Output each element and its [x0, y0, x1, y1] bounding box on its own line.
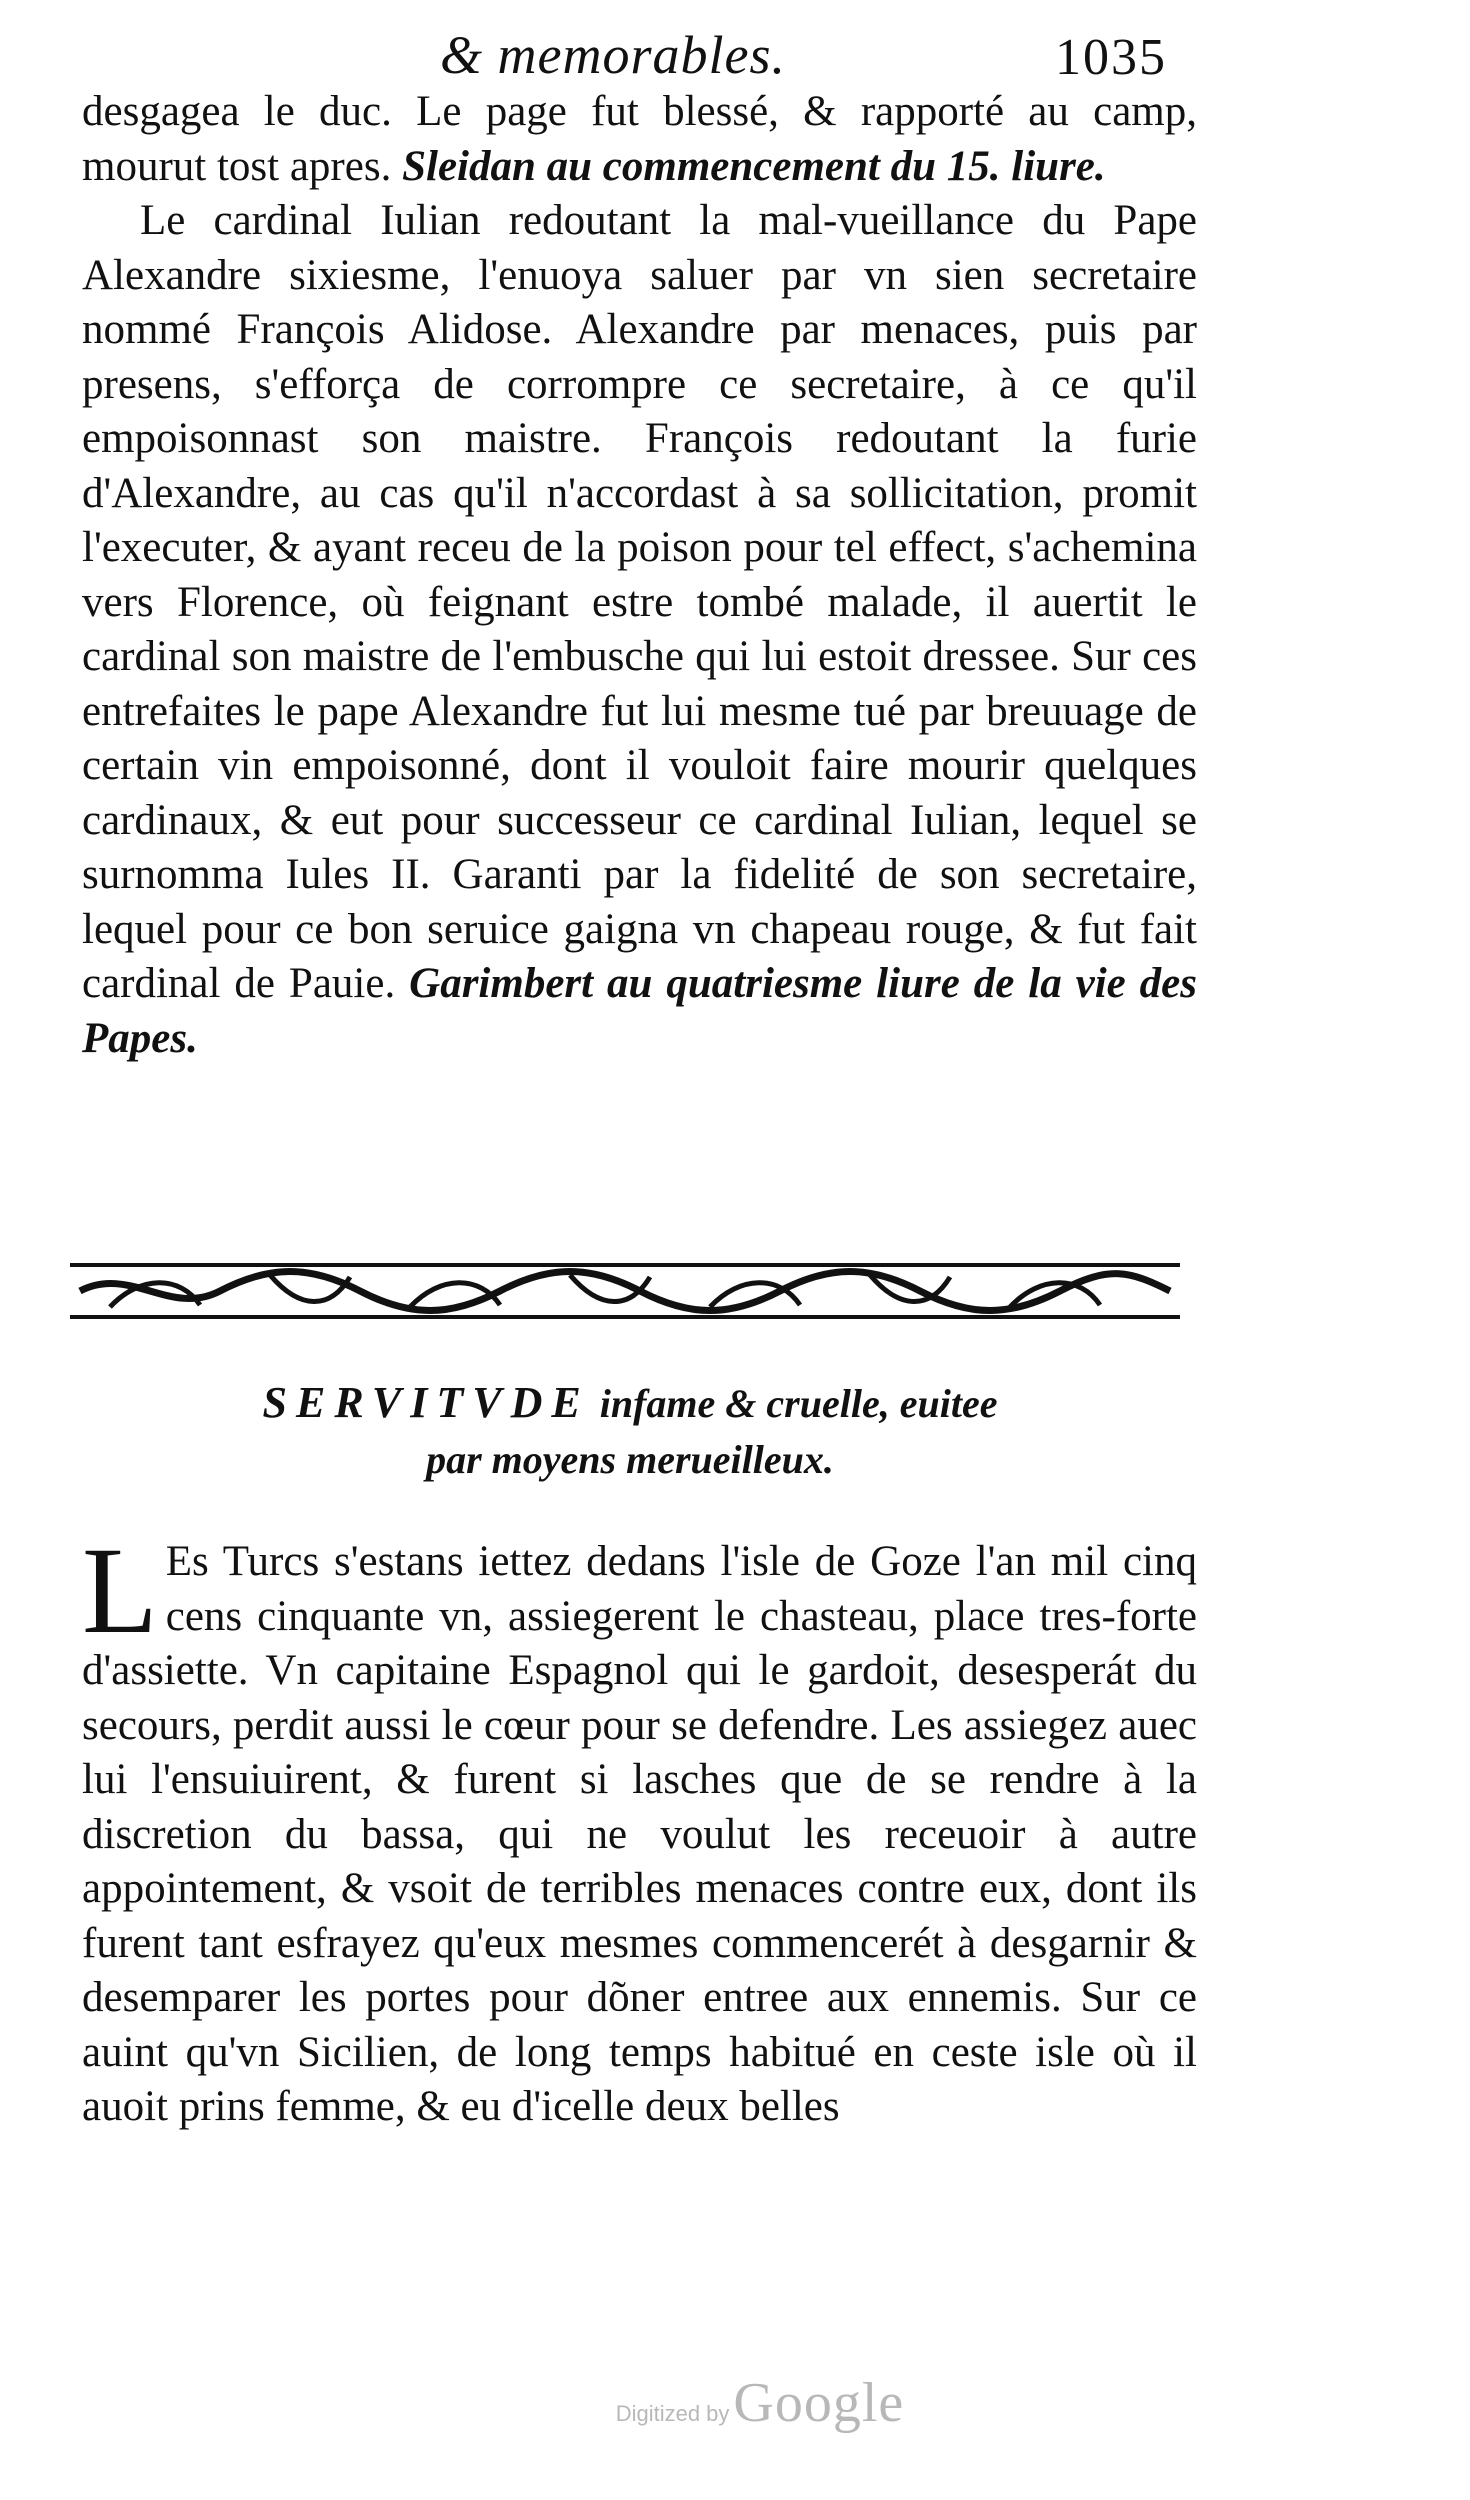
cardinal-iulian-text: Le cardinal Iulian redoutant la mal-vueillance du Pape Alexandre sixiesme, l'enuoya saluer par vn sien secretaire nommé François Alidose. Alexandre par menaces, puis par presens, s'efforça de corrompre ce secretaire, à ce qu'il empoisonnast son maistre. François redoutant la furie d'Alexandre, au cas qu'il n'accordast à sa sollicitation, promit l'executer, & ayant receu de la poison pour tel effect, s'achemina vers Florence, où feignant estre tombé malade, il auertit le cardinal son maistre de l'embusche qui lui estoit dressee. Sur ces entrefaites le pape Alexandre fut lui mesme tué par breuuage de certain vin empoisonné, dont il vouloit faire mourir quelques cardinaux, & eut pour successeur ce cardinal Iulian, lequel se surnomma Iules II. Garanti par la fidelité de son secretaire, lequel pour ce bon seruice gaigna vn chapeau rouge, & fut fait cardinal de Pauie.: [82, 197, 1197, 1007]
running-title: & memorables.: [440, 25, 786, 85]
drop-cap: L: [82, 1522, 158, 1659]
continuation-citation: Sleidan au commencement du 15. liure.: [402, 142, 1106, 190]
turcs-goze-text: Es Turcs s'estans iettez dedans l'isle de Goze l'an mil cinq cens cinquante vn, assiegerent le chasteau, place tres-forte d'assiette. Vn capitaine Espagnol qui le gardoit, desesperát du secours, perdit aussi le cœur pour se defendre. Les assiegez auec lui l'ensuiuirent, & furent si lasches que de se rendre à la discretion du bassa, qui ne voulut les receuoir à autre appointement, & vsoit de terribles menaces contre eux, dont ils furent tant esfrayez qu'eux mesmes commencerét à desgarnir & desemparer les portes pour dõner entree aux ennemis. Sur ce auint qu'vn Sicilien, de long temps habitué en ceste isle où il auoit prins femme, & eu d'icelle deux belles: [82, 1538, 1197, 2130]
continuation-text: desgagea le duc. Le page fut blessé, & rapporté au camp, mourut tost apres.: [82, 88, 1197, 190]
heading-line-2: par moyens merueilleux.: [426, 1437, 834, 1482]
heading-caps: SERVITVDE: [262, 1378, 590, 1427]
page-number: 1035: [1055, 29, 1167, 86]
heading-rest: infame & cruelle, euitee: [599, 1381, 998, 1426]
watermark-prefix: Digitized by: [615, 2401, 730, 2426]
ornamental-divider: [70, 1255, 1180, 1325]
digitized-watermark: [580, 2372, 940, 2434]
section-2-text: [82, 1522, 1197, 2135]
section-1-text: [82, 85, 1197, 1066]
garimbert-citation: Garimbert au quatriesme liure de la vie des Papes.: [82, 960, 1197, 1062]
google-wordmark: Google: [733, 2372, 905, 2434]
section-heading: [150, 1375, 1110, 1488]
cardinal-iulian-paragraph: [82, 194, 1197, 1066]
turcs-goze-paragraph: [82, 1522, 1197, 2135]
continuation-paragraph: [82, 85, 1197, 194]
